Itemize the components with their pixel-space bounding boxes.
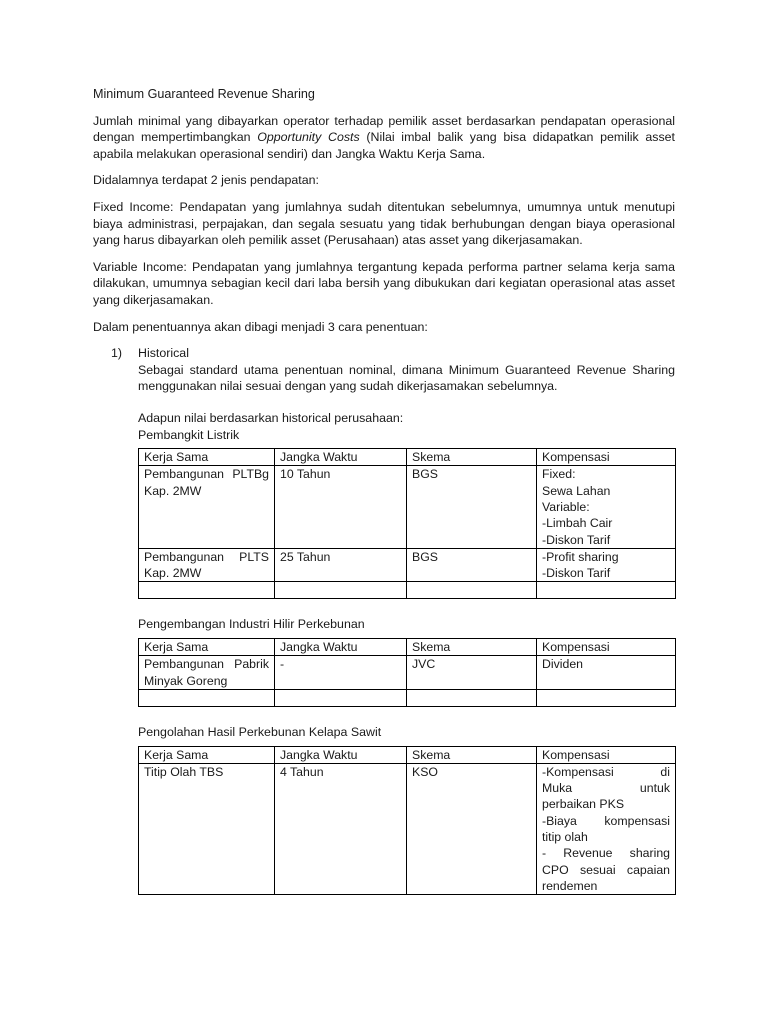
table-header-row — [139, 639, 676, 656]
kompensasi-cell — [537, 466, 676, 548]
cell-line: Pembangunan PLTS — [144, 549, 269, 564]
compensation-table — [138, 746, 676, 896]
kerja-sama-cell — [139, 466, 275, 548]
table-row — [139, 763, 676, 894]
section-title: Pembangkit Listrik — [138, 427, 240, 442]
empty-cell — [139, 582, 275, 599]
kerja-sama-cell — [139, 763, 275, 894]
cell-line: Pembangunan Pabrik — [144, 657, 269, 672]
empty-cell — [139, 689, 275, 706]
document-page — [93, 86, 675, 895]
cell-line: -Biaya kompensasi — [542, 813, 670, 828]
variable-income-paragraph: Variable Income: Pendapatan yang jumlahnya tergantung kepada performa partner selama kerja sama dilakukan, umumnya sebagian kecil dari laba bersih yang dibukukan dari kegiatan operasional atas asset yang dikerjasamakan. — [93, 259, 675, 307]
empty-cell — [407, 582, 537, 599]
section-gap — [138, 707, 675, 724]
table-row — [139, 656, 676, 690]
empty-cell — [275, 582, 407, 599]
document-title: Minimum Guaranteed Revenue Sharing — [93, 87, 315, 101]
kerja-sama-cell — [139, 656, 275, 690]
cell-line: - Revenue sharing — [542, 846, 670, 861]
kompensasi-cell — [537, 548, 676, 582]
empty-cell — [537, 582, 676, 599]
skema-cell: JVC — [407, 656, 537, 690]
table-header-cell: Jangka Waktu — [275, 639, 407, 656]
skema-cell: BGS — [407, 466, 537, 548]
method-historical — [93, 345, 675, 895]
cell-line: Kap. 2MW — [144, 566, 202, 581]
intro-text-after: (Nilai imbal balik yang bisa didapatkan pemilik asset apabila melakukan operasional sendiri) dan Jangka Waktu Kerja Sama. — [93, 130, 676, 161]
cell-line: rendemen — [542, 878, 598, 893]
cell-line: Minyak Goreng — [144, 673, 228, 688]
table-header-cell: Jangka Waktu — [275, 449, 407, 466]
skema-cell: KSO — [407, 763, 537, 894]
list-number: 1) — [111, 346, 123, 361]
methods-list — [93, 345, 675, 895]
historical-intro: Adapun nilai berdasarkan historical perusahaan: — [138, 410, 404, 425]
empty-cell — [537, 689, 676, 706]
cell-line: Titip Olah TBS — [144, 764, 224, 779]
table-header-cell: Skema — [407, 746, 537, 763]
cell-line: Fixed: — [542, 467, 576, 482]
methods-intro: Dalam penentuannya akan dibagi menjadi 3 cara penentuan: — [93, 319, 428, 334]
empty-table-row — [139, 689, 676, 706]
cell-line: -Diskon Tarif — [542, 566, 611, 581]
cell-line: Dividen — [542, 657, 584, 672]
empty-cell — [407, 689, 537, 706]
historical-sections — [138, 427, 675, 896]
cell-line: -Diskon Tarif — [542, 532, 611, 547]
cell-line: perbaikan PKS — [542, 797, 625, 812]
method-title: Historical — [138, 346, 189, 361]
cell-line: -Limbah Cair — [542, 516, 613, 531]
empty-table-row — [139, 582, 676, 599]
method-body: Sebagai standard utama penentuan nominal, dimana Minimum Guaranteed Revenue Sharing menggunakan nilai sesuai dengan yang sudah dikerjasamakan sebelumnya. — [138, 362, 675, 394]
cell-line: -Profit sharing — [542, 549, 619, 564]
jangka-waktu-cell: 25 Tahun — [275, 548, 407, 582]
table-header-cell: Kompensasi — [537, 639, 676, 656]
table-header-cell: Kompensasi — [537, 746, 676, 763]
cell-line: Muka untuk — [542, 781, 670, 796]
table-header-cell: Kerja Sama — [139, 449, 275, 466]
table-header-cell: Jangka Waktu — [275, 746, 407, 763]
intro-paragraph — [93, 113, 675, 163]
compensation-table — [138, 638, 676, 707]
jangka-waktu-cell: - — [275, 656, 407, 690]
table-header-row — [139, 449, 676, 466]
table-header-cell: Skema — [407, 449, 537, 466]
cell-line: Variable: — [542, 499, 590, 514]
section-title: Pengembangan Industri Hilir Perkebunan — [138, 617, 365, 632]
table-header-cell: Kerja Sama — [139, 746, 275, 763]
jangka-waktu-cell: 4 Tahun — [275, 763, 407, 894]
cell-line: -Kompensasi di — [542, 764, 670, 779]
cell-line: titip olah — [542, 830, 588, 845]
intro-text-before: Jumlah minimal yang dibayarkan operator terhadap pemilik asset berdasarkan pendapatan operasional dengan mempertimbangkan — [93, 113, 675, 145]
table-row — [139, 548, 676, 582]
table-header-cell: Skema — [407, 639, 537, 656]
kerja-sama-cell — [139, 548, 275, 582]
cell-line: Pembangunan PLTBg — [144, 467, 269, 482]
table-row — [139, 466, 676, 548]
cell-line: Kap. 2MW — [144, 483, 202, 498]
table-header-cell: Kompensasi — [537, 449, 676, 466]
skema-cell: BGS — [407, 548, 537, 582]
intro-emphasis: Opportunity Costs — [257, 130, 360, 145]
income-types-intro: Didalamnya terdapat 2 jenis pendapatan: — [93, 173, 319, 188]
section-gap — [138, 599, 675, 616]
table-header-cell: Kerja Sama — [139, 639, 275, 656]
cell-line: Sewa Lahan — [542, 483, 611, 498]
kompensasi-cell — [537, 656, 676, 690]
kompensasi-cell — [537, 763, 676, 894]
jangka-waktu-cell: 10 Tahun — [275, 466, 407, 548]
section-title: Pengolahan Hasil Perkebunan Kelapa Sawit — [138, 724, 382, 739]
empty-cell — [275, 689, 407, 706]
compensation-table — [138, 448, 676, 599]
cell-line: CPO sesuai capaian — [542, 862, 670, 877]
fixed-income-paragraph: Fixed Income: Pendapatan yang jumlahnya sudah ditentukan sebelumnya, umumnya untuk menutupi biaya administrasi, perpajakan, dan segala sesuatu yang tidak berhubungan dengan biaya operasional yang harus dibayarkan oleh pemilik asset (Perusahaan) atas asset yang dikerjasamakan. — [93, 199, 675, 248]
table-header-row — [139, 746, 676, 763]
